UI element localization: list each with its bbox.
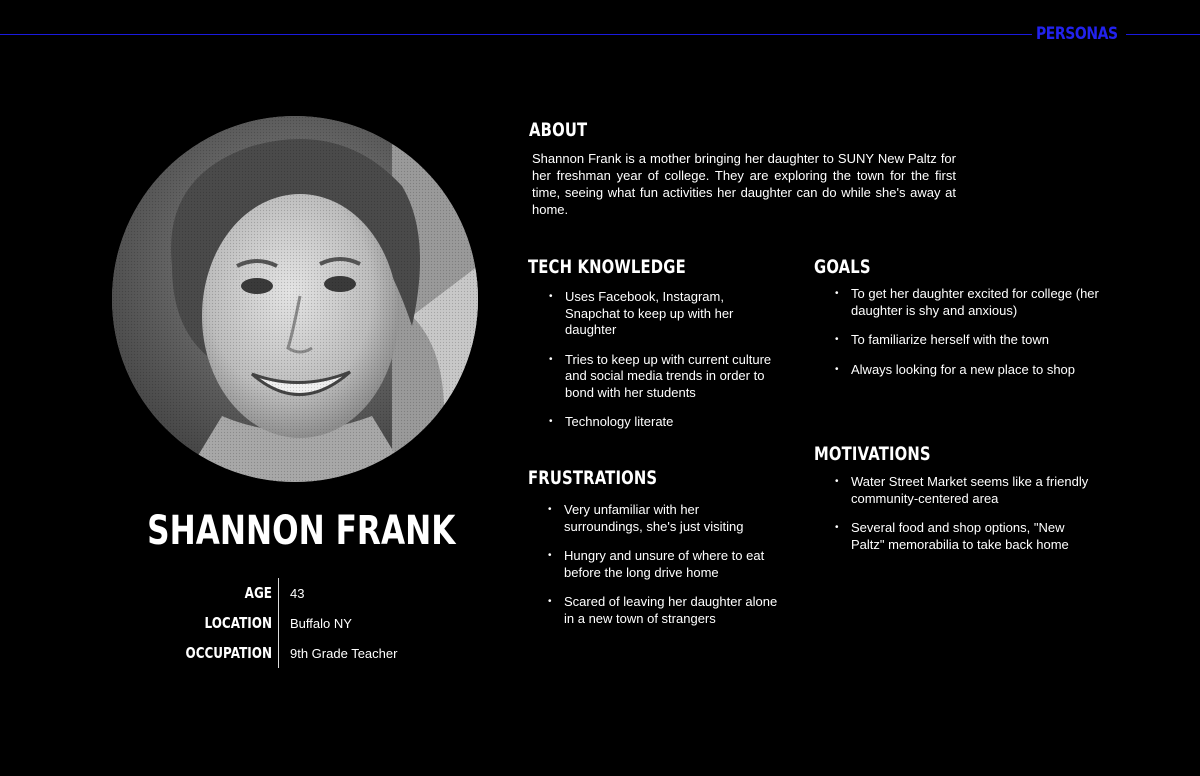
details-divider: [278, 578, 279, 668]
list-item: • To familiarize herself with the town: [835, 332, 1105, 349]
motivations-heading: MOTIVATIONS: [814, 443, 931, 465]
detail-value-location: Buffalo NY: [290, 615, 352, 631]
about-heading: ABOUT: [529, 119, 588, 141]
goals-heading: GOALS: [814, 256, 871, 278]
detail-label-occupation: OCCUPATION: [185, 644, 272, 662]
list-item: • Technology literate: [549, 414, 775, 431]
frustrations-list: [548, 502, 780, 640]
persona-photo: [112, 116, 478, 482]
section-label: PERSONAS: [1036, 24, 1118, 44]
persona-portrait-image: [112, 116, 478, 482]
detail-label-location: LOCATION: [204, 614, 272, 632]
detail-value-age: 43: [290, 585, 305, 601]
persona-name: SHANNON FRANK: [147, 508, 456, 554]
motivations-list: [835, 474, 1097, 566]
list-item: • Scared of leaving her daughter alone in a new town of strangers: [548, 594, 780, 627]
list-item: • To get her daughter excited for college (her daughter is shy and anxious): [835, 286, 1105, 319]
tech-knowledge-heading: TECH KNOWLEDGE: [528, 256, 686, 278]
goals-list: [835, 286, 1105, 391]
list-item: • Hungry and unsure of where to eat before the long drive home: [548, 548, 780, 581]
detail-value-occupation: 9th Grade Teacher: [290, 645, 398, 661]
list-item: • Always looking for a new place to shop: [835, 362, 1105, 379]
frustrations-heading: FRUSTRATIONS: [528, 467, 658, 489]
list-item: • Several food and shop options, "New Paltz" memorabilia to take back home: [835, 520, 1097, 553]
list-item: • Water Street Market seems like a friendly community-centered area: [835, 474, 1097, 507]
header-rule-left: [0, 34, 1032, 35]
header-rule-right: [1126, 34, 1200, 35]
about-text: Shannon Frank is a mother bringing her daughter to SUNY New Paltz for her freshman year of college. They are exploring the town for the first time, seeing what fun activities her daughter can do while she's away at home.: [532, 151, 956, 217]
list-item: • Uses Facebook, Instagram, Snapchat to keep up with her daughter: [549, 289, 775, 339]
detail-label-age: AGE: [244, 584, 272, 602]
tech-knowledge-list: [549, 289, 775, 444]
list-item: • Very unfamiliar with her surroundings, she's just visiting: [548, 502, 780, 535]
list-item: • Tries to keep up with current culture and social media trends in order to bond with her students: [549, 352, 775, 402]
